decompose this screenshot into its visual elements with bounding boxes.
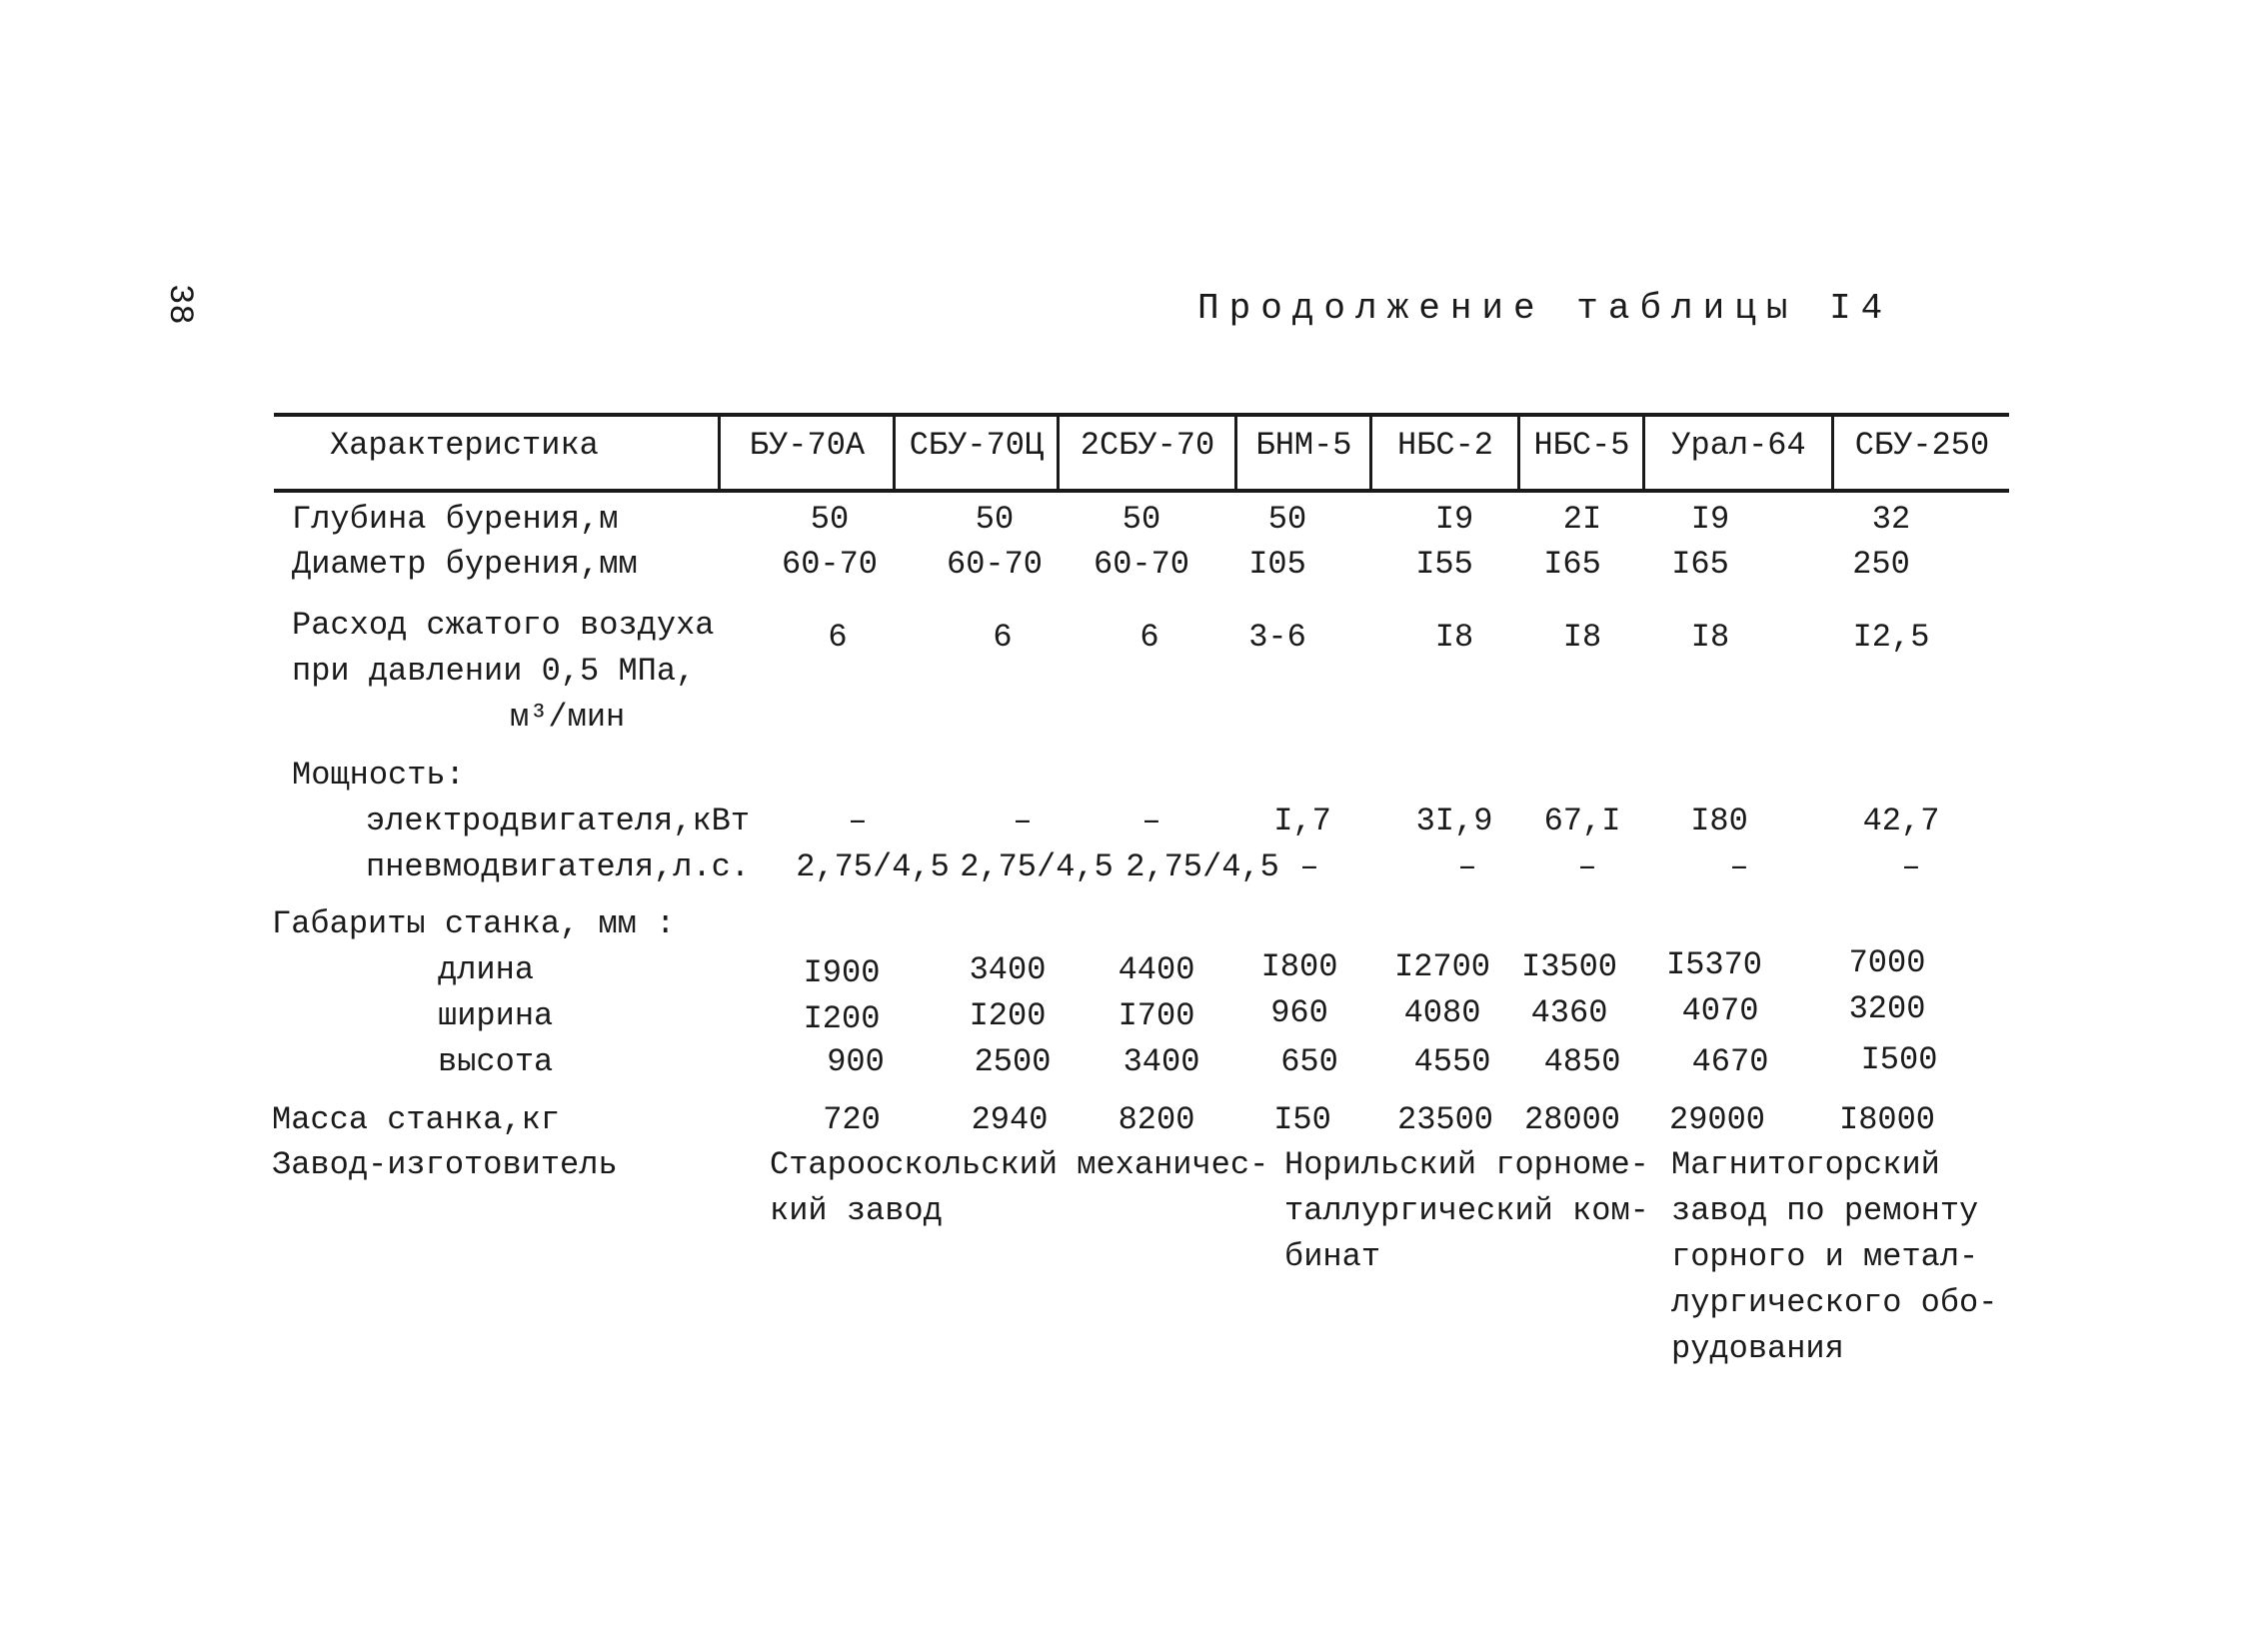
- header-separator: [1642, 415, 1645, 491]
- table-cell: –: [1141, 803, 1161, 839]
- table-cell: 29000: [1668, 1101, 1765, 1138]
- header-separator: [1234, 415, 1237, 491]
- table-cell: I200: [803, 1000, 881, 1037]
- table-cell: I800: [1260, 948, 1338, 985]
- table-cell: 50: [975, 501, 1015, 538]
- column-header-sbu70c: СБУ-70Ц: [909, 427, 1045, 464]
- table-cell: 3-6: [1248, 619, 1306, 656]
- header-separator: [718, 415, 721, 491]
- table-cell: 28000: [1523, 1101, 1620, 1138]
- column-header-2sbu70: 2СБУ-70: [1080, 427, 1215, 464]
- table-cell: I8: [1562, 619, 1602, 656]
- table-cell: –: [1577, 848, 1597, 885]
- header-separator: [1517, 415, 1520, 491]
- column-header-bu70a: БУ-70А: [749, 427, 866, 464]
- table-cell: 23500: [1396, 1101, 1493, 1138]
- row-label-pneumatic: пневмодвигателя,л.с.: [366, 848, 751, 885]
- header-separator: [1369, 415, 1372, 491]
- table-cell: 8200: [1118, 1101, 1195, 1138]
- manufacturer-group3-line2: завод по ремонту: [1671, 1192, 1979, 1229]
- table-cell: –: [1457, 848, 1477, 885]
- table-cell: 60-70: [1093, 546, 1189, 583]
- table-cell: I55: [1415, 546, 1473, 583]
- header-bottom-rule: [274, 489, 2009, 493]
- table-cell: 60-70: [781, 546, 878, 583]
- table-cell: –: [1299, 848, 1319, 885]
- table-cell: 720: [823, 1101, 881, 1138]
- column-header-nbs2: НБС-2: [1396, 427, 1493, 464]
- header-separator: [1831, 415, 1834, 491]
- table-cell: 6: [993, 619, 1013, 656]
- table-cell: I5370: [1665, 946, 1762, 983]
- table-cell: 4360: [1530, 994, 1608, 1031]
- table-cell: I9: [1434, 501, 1474, 538]
- column-header-characteristic: Характеристика: [330, 427, 599, 464]
- table-cell: –: [1901, 848, 1921, 885]
- table-cell: 4550: [1413, 1043, 1491, 1080]
- table-cell: 42,7: [1862, 803, 1940, 839]
- table-cell: 2I: [1562, 501, 1602, 538]
- table-top-rule: [274, 413, 2009, 417]
- table-cell: 2500: [974, 1043, 1052, 1080]
- row-label-electric: электродвигателя,кВт: [366, 803, 751, 839]
- row-label-mass: Масса станка,кг: [272, 1101, 561, 1138]
- table-cell: 50: [1121, 501, 1161, 538]
- table-cell: I65: [1671, 546, 1729, 583]
- manufacturer-group2-line1: Норильский горноме-: [1284, 1146, 1649, 1183]
- table-cell: I65: [1543, 546, 1601, 583]
- table-cell: 2,75/4,5: [960, 848, 1114, 885]
- row-label-depth: Глубина бурения,м: [292, 501, 619, 538]
- table-cell: 250: [1852, 546, 1910, 583]
- table-cell: 67,I: [1543, 803, 1621, 839]
- table-cell: 50: [1267, 501, 1307, 538]
- table-cell: I700: [1118, 997, 1195, 1034]
- table-cell: –: [1729, 848, 1749, 885]
- table-cell: 2,75/4,5: [796, 848, 950, 885]
- header-separator: [893, 415, 896, 491]
- manufacturer-group3-line1: Магнитогорский: [1671, 1146, 1940, 1183]
- manufacturer-group2-line3: бинат: [1284, 1238, 1381, 1275]
- table-cell: I80: [1690, 803, 1748, 839]
- table-cell: 4400: [1118, 951, 1195, 988]
- column-header-nbs5: НБС-5: [1533, 427, 1630, 464]
- table-cell: I8: [1690, 619, 1730, 656]
- table-cell: I500: [1860, 1041, 1938, 1078]
- table-cell: 4850: [1543, 1043, 1621, 1080]
- table-cell: –: [848, 803, 868, 839]
- column-header-bnm5: БНМ-5: [1255, 427, 1352, 464]
- table-cell: I2,5: [1852, 619, 1930, 656]
- row-label-manufacturer: Завод-изготовитель: [272, 1146, 618, 1183]
- table-cell: I,7: [1273, 803, 1331, 839]
- table-cell: 3400: [969, 951, 1047, 988]
- row-label-air-2: при давлении 0,5 МПа,: [292, 653, 696, 690]
- table-cell: 60-70: [946, 546, 1043, 583]
- table-cell: –: [1013, 803, 1033, 839]
- row-label-air-unit: м³/мин: [510, 699, 626, 736]
- table-cell: 7000: [1848, 944, 1926, 981]
- table-cell: I8000: [1838, 1101, 1935, 1138]
- table-cell: 32: [1871, 501, 1911, 538]
- table-cell: I3500: [1520, 948, 1617, 985]
- manufacturer-group3-line5: рудования: [1671, 1330, 1844, 1367]
- row-label-diameter: Диаметр бурения,мм: [292, 546, 638, 583]
- row-label-air: Расход сжатого воздуха: [292, 607, 715, 644]
- table-cell: I05: [1248, 546, 1306, 583]
- table-cell: 2,75/4,5: [1125, 848, 1279, 885]
- table-cell: 960: [1270, 994, 1328, 1031]
- row-label-height: высота: [438, 1043, 554, 1080]
- table-cell: 4670: [1691, 1043, 1769, 1080]
- manufacturer-group2-line2: таллургический ком-: [1284, 1192, 1649, 1229]
- table-cell: 3400: [1122, 1043, 1200, 1080]
- table-cell: 4080: [1403, 994, 1481, 1031]
- table-cell: I200: [969, 997, 1047, 1034]
- row-label-dimensions: Габариты станка, мм :: [272, 905, 676, 942]
- table-cell: I2700: [1393, 948, 1490, 985]
- table-cell: 6: [828, 619, 848, 656]
- table-cell: 3I,9: [1415, 803, 1493, 839]
- table-cell: 6: [1139, 619, 1159, 656]
- table-cell: 2940: [971, 1101, 1049, 1138]
- page-number: 38: [160, 284, 198, 325]
- header-separator: [1057, 415, 1060, 491]
- manufacturer-group3-line4: лургического обо-: [1671, 1284, 1998, 1321]
- continuation-title: Продолжение таблицы I4: [1197, 288, 1893, 329]
- row-label-length: длина: [438, 951, 535, 988]
- table-cell: 50: [810, 501, 850, 538]
- table-cell: 650: [1280, 1043, 1338, 1080]
- manufacturer-group1-line1: Старооскольский механичес-: [770, 1146, 1269, 1183]
- table-cell: 4070: [1681, 992, 1759, 1029]
- table-cell: I900: [803, 954, 881, 991]
- table-cell: I9: [1690, 501, 1730, 538]
- row-label-width: ширина: [438, 997, 554, 1034]
- row-label-power: Мощность:: [292, 757, 465, 794]
- table-cell: I8: [1434, 619, 1474, 656]
- manufacturer-group1-line2: кий завод: [770, 1192, 943, 1229]
- table-cell: 900: [827, 1043, 885, 1080]
- column-header-sbu250: СБУ-250: [1854, 427, 1990, 464]
- column-header-ural64: Урал-64: [1671, 427, 1806, 464]
- manufacturer-group3-line3: горного и метал-: [1671, 1238, 1979, 1275]
- table-cell: 3200: [1848, 990, 1926, 1027]
- table-cell: I50: [1273, 1101, 1331, 1138]
